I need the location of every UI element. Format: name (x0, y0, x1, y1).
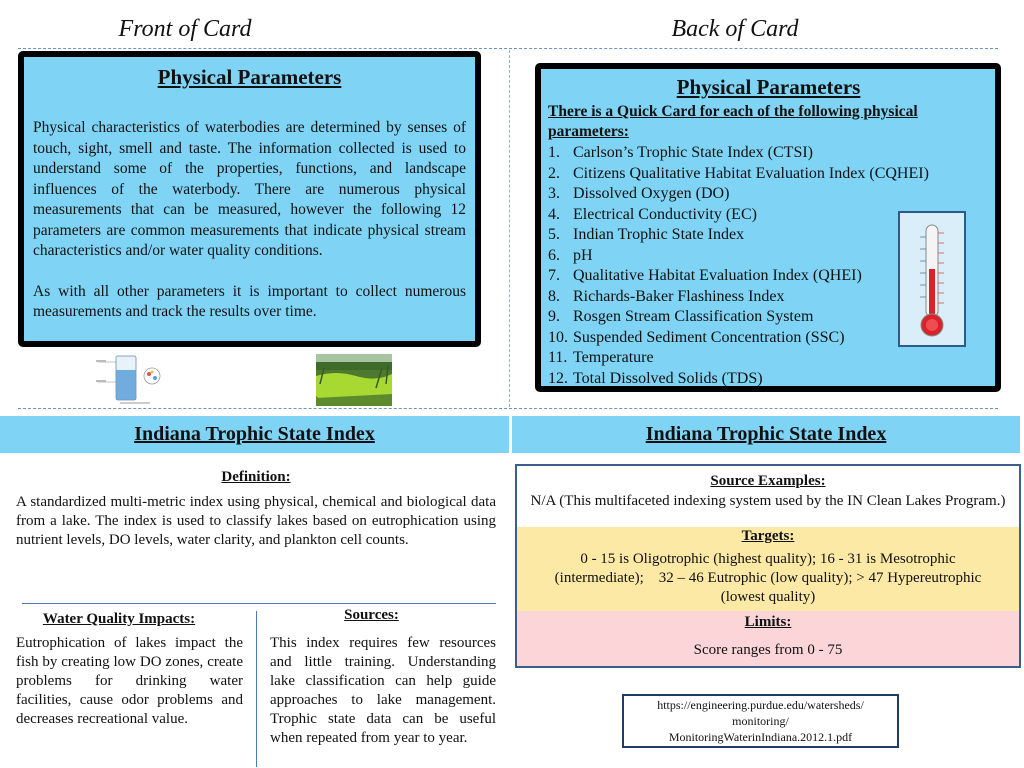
list-item: 12. Total Dissolved Solids (TDS) (548, 369, 763, 387)
url-line-2: monitoring/ (732, 714, 789, 728)
targets-text: 0 - 15 is Oligotrophic (highest quality); 16 - 31 is Mesotrophic (intermediate); 32 – 46 Eutrophic (low quality); > 47 Hypereutrophic (lowest quality) (554, 551, 986, 605)
front-card-title: Physical Parameters (157, 65, 342, 89)
thermometer-icon (898, 211, 966, 347)
back-card-title: Physical Parameters (676, 75, 861, 99)
list-item: 1. Carlson’s Trophic State Index (CTSI) (548, 144, 813, 161)
impacts-text: Eutrophication of lakes impact the fish by creating low DO zones, create problems for drinking water facilities, cause odor problems and decreases recreational value. (16, 635, 243, 727)
beaker-diagram-image (94, 352, 164, 406)
front-card (18, 51, 481, 347)
url-line-3: MonitoringWaterinIndiana.2012.1.pdf (668, 730, 853, 744)
left-band-title: Indiana Trophic State Index (0, 416, 509, 453)
list-item: 2. Citizens Qualitative Habitat Evaluation Index (CQHEI) (548, 164, 929, 182)
definition-title: Definition: (221, 469, 291, 485)
list-item: 5. Indian Trophic State Index (548, 226, 745, 243)
front-card-paragraph-2: As with all other parameters it is important to collect numerous measurements and track the results over time. (33, 282, 466, 320)
limits-section (517, 611, 1019, 668)
front-card-paragraph-1: Physical characteristics of waterbodies are determined by senses of touch, sight, smell and taste. The information collected is used to understand some of the properties, functions, and landscape influences of the waterbody. There are numerous physical measurements that can be measured, however the following 12 parameters are common measurements that indicate physical stream characteristics and/or water quality conditions. (33, 119, 466, 259)
column-divider (256, 611, 257, 767)
url-line-1: https://engineering.purdue.edu/watersheds/ (657, 698, 864, 712)
middle-divider (18, 408, 998, 409)
list-item: 9. Rosgen Stream Classification System (548, 308, 814, 325)
center-divider (509, 50, 510, 407)
list-item: 3. Dissolved Oxygen (DO) (548, 185, 730, 202)
limits-text: Score ranges from 0 - 75 (693, 642, 843, 658)
list-item: 11. Temperature (548, 349, 654, 366)
back-card-intro: There is a Quick Card for each of the following physical parameters: (548, 103, 918, 140)
source-examples-section (517, 466, 1019, 527)
list-item: 4. Electrical Conductivity (EC) (548, 205, 757, 223)
targets-title: Targets: (741, 528, 795, 544)
top-divider (18, 48, 998, 49)
front-of-card-heading: Front of Card (118, 16, 252, 42)
impacts-title: Water Quality Impacts: (42, 611, 196, 627)
list-item: 7. Qualitative Habitat Evaluation Index (QHEI) (548, 267, 862, 284)
right-info-box (515, 464, 1021, 668)
limits-title: Limits: (744, 614, 792, 630)
sources-text: This index requires few resources and little training. Understanding lake classification can help guide approaches to lake management. Trophic state data can be useful when repeated from year to year. (270, 635, 496, 746)
back-of-card-heading: Back of Card (671, 16, 799, 42)
reference-url[interactable] (622, 694, 899, 748)
source-examples-title: Source Examples: (710, 473, 826, 489)
pond-algae-photo (316, 354, 392, 406)
source-examples-text: N/A (This multifaceted indexing system used by the IN Clean Lakes Program.) (530, 493, 1006, 509)
section-divider (22, 603, 496, 604)
definition-text: A standardized multi-metric index using physical, chemical and biological data from a lake. The index is used to classify lakes based on eutrophication using nutrient levels, DO levels, water clarity, and plankton cell counts. (16, 494, 496, 548)
right-band-title: Indiana Trophic State Index (512, 416, 1020, 453)
list-item: 8. Richards-Baker Flashiness Index (548, 287, 785, 305)
list-item: 10. Suspended Sediment Concentration (SSC) (548, 328, 845, 346)
list-item: 6. pH (548, 246, 593, 264)
targets-section (517, 527, 1019, 611)
sources-title: Sources: (344, 607, 399, 623)
